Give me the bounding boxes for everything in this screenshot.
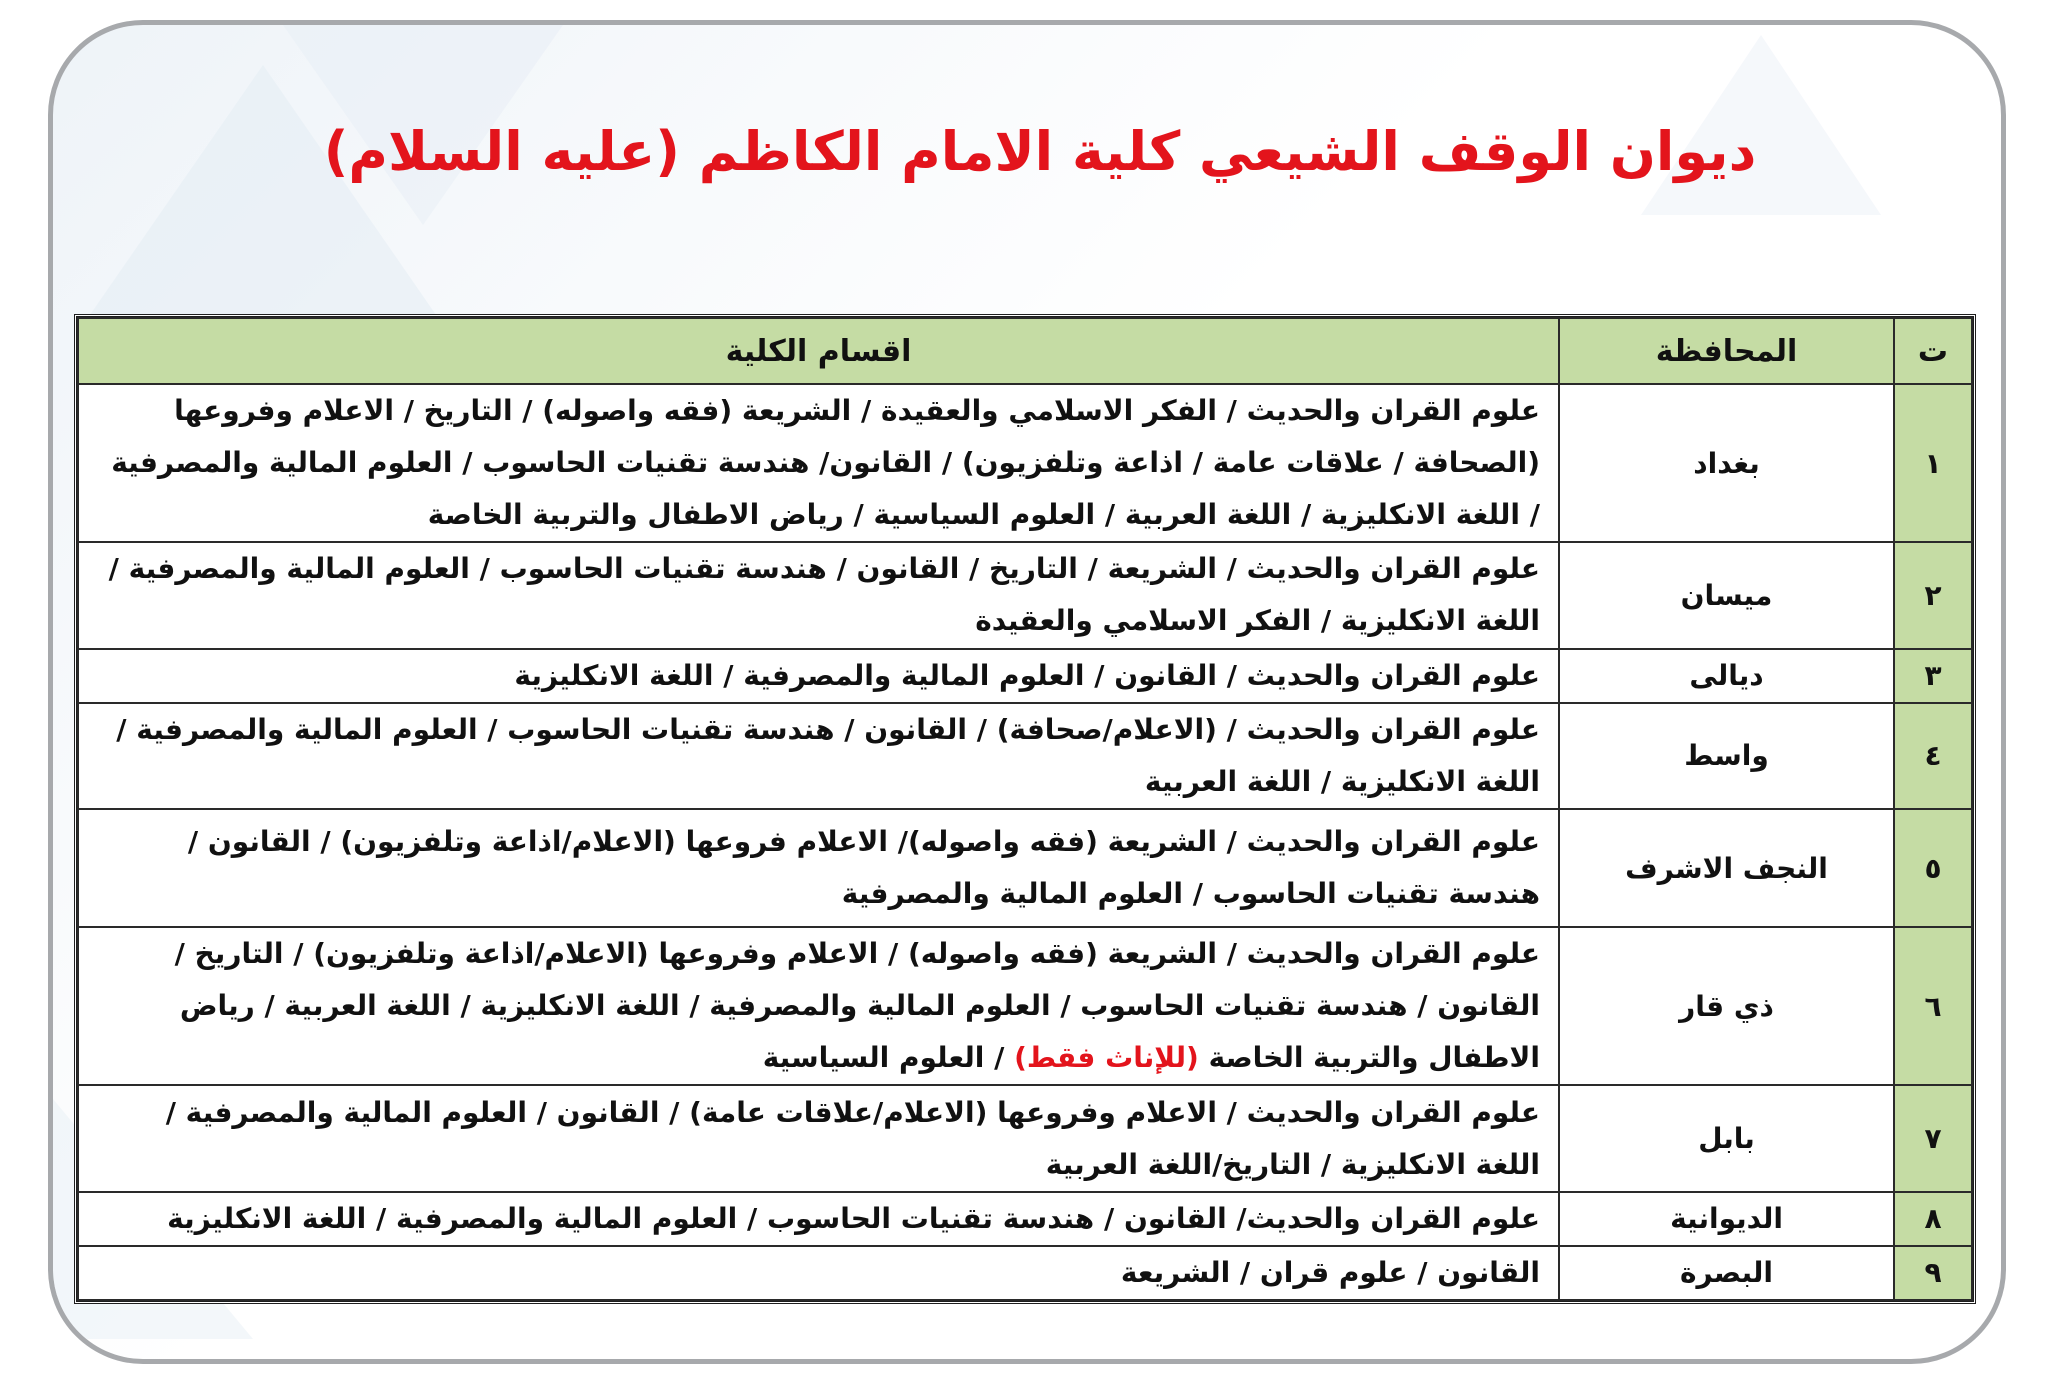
row-departments: علوم القران والحديث / الشريعة (فقه واصوله)/ الاعلام فروعها (الاعلام/اذاعة وتلفزيون) / القانون / هندسة تقنيات الحاسوب / العلوم المالية والمصرفية bbox=[78, 809, 1559, 927]
row-num: ٢ bbox=[1894, 542, 1972, 648]
table-row bbox=[78, 1085, 1972, 1191]
row-governorate: ميسان bbox=[1559, 542, 1894, 648]
departments-table bbox=[74, 314, 1976, 1304]
row-departments: علوم القران والحديث / القانون / العلوم المالية والمصرفية / اللغة الانكليزية bbox=[78, 649, 1559, 703]
row-num: ٥ bbox=[1894, 809, 1972, 927]
row-departments: علوم القران والحديث / الفكر الاسلامي والعقيدة / الشريعة (فقه واصوله) / التاريخ / الاعلام وفروعها (الصحافة / علاقات عامة / اذاعة وتلفزيون) / القانون/ هندسة تقنيات الحاسوب / العلوم المالية والمصرفية / اللغة الانكليزية / اللغة العربية / العلوم السياسية / رياض الاطفال والتربية الخاصة bbox=[78, 384, 1559, 542]
row-governorate: ذي قار bbox=[1559, 927, 1894, 1085]
row-departments: علوم القران والحديث / الشريعة / التاريخ / القانون / هندسة تقنيات الحاسوب / العلوم المالية والمصرفية / اللغة الانكليزية / الفكر الاسلامي والعقيدة bbox=[78, 542, 1559, 648]
table-header-row bbox=[78, 318, 1972, 384]
departments-tail: / العلوم السياسية bbox=[762, 1041, 1005, 1075]
female-only-note: (للإناث فقط) bbox=[1014, 1041, 1199, 1075]
departments-text: علوم القران والحديث / الشريعة (فقه واصوله) / الاعلام وفروعها (الاعلام/اذاعة وتلفزيون) / التاريخ / القانون / هندسة تقنيات الحاسوب / العلوم المالية والمصرفية / اللغة الانكليزية / اللغة العربية / رياض الاطفال والتربية الخاصة bbox=[174, 937, 1540, 1075]
row-num: ٩ bbox=[1894, 1246, 1972, 1300]
row-num: ٣ bbox=[1894, 649, 1972, 703]
table-row bbox=[78, 542, 1972, 648]
header-num: ت bbox=[1894, 318, 1972, 384]
row-governorate: البصرة bbox=[1559, 1246, 1894, 1300]
row-governorate: النجف الاشرف bbox=[1559, 809, 1894, 927]
row-num: ١ bbox=[1894, 384, 1972, 542]
row-num: ٦ bbox=[1894, 927, 1972, 1085]
header-governorate: المحافظة bbox=[1559, 318, 1894, 384]
table-row bbox=[78, 703, 1972, 809]
table-row bbox=[78, 809, 1972, 927]
row-governorate: بابل bbox=[1559, 1085, 1894, 1191]
table-row bbox=[78, 1246, 1972, 1300]
table-row bbox=[78, 1192, 1972, 1246]
row-governorate: الديوانية bbox=[1559, 1192, 1894, 1246]
row-departments: علوم القران والحديث / الاعلام وفروعها (الاعلام/علاقات عامة) / القانون / العلوم المالية والمصرفية / اللغة الانكليزية / التاريخ/اللغة العربية bbox=[78, 1085, 1559, 1191]
table-row bbox=[78, 927, 1972, 1085]
row-departments: علوم القران والحديث / (الاعلام/صحافة) / القانون / هندسة تقنيات الحاسوب / العلوم المالية والمصرفية / اللغة الانكليزية / اللغة العربية bbox=[78, 703, 1559, 809]
row-governorate: واسط bbox=[1559, 703, 1894, 809]
table-row bbox=[78, 384, 1972, 542]
row-num: ٤ bbox=[1894, 703, 1972, 809]
row-num: ٧ bbox=[1894, 1085, 1972, 1191]
header-departments: اقسام الكلية bbox=[78, 318, 1559, 384]
row-departments: علوم القران والحديث/ القانون / هندسة تقنيات الحاسوب / العلوم المالية والمصرفية / اللغة الانكليزية bbox=[78, 1192, 1559, 1246]
row-governorate: بغداد bbox=[1559, 384, 1894, 542]
row-departments: القانون / علوم قران / الشريعة bbox=[78, 1246, 1559, 1300]
row-num: ٨ bbox=[1894, 1192, 1972, 1246]
page-title: ديوان الوقف الشيعي كلية الامام الكاظم (عليه السلام) bbox=[323, 120, 1757, 183]
table-row bbox=[78, 649, 1972, 703]
row-departments bbox=[78, 927, 1559, 1085]
row-governorate: ديالى bbox=[1559, 649, 1894, 703]
